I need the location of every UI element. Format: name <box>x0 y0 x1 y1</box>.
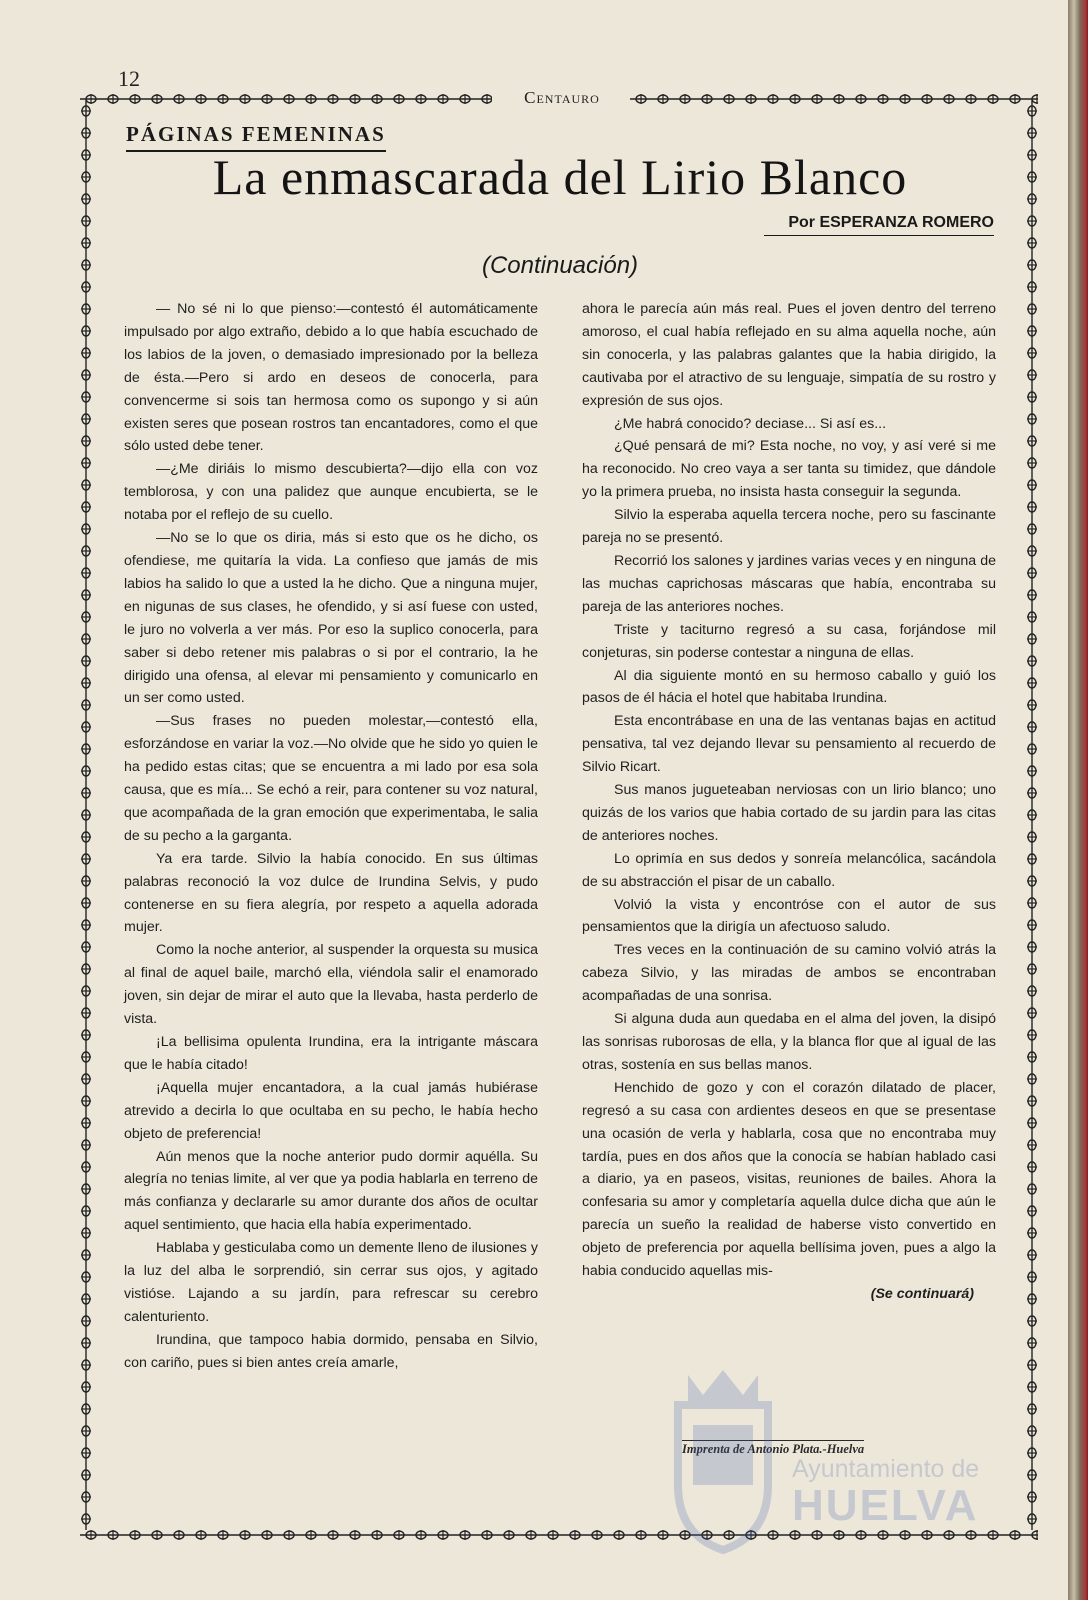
paragraph: Hablaba y gesticulaba como un demente lleno de ilusiones y la luz del alba le sorprendió, sin cerrar sus ojos, y agitado vistióse. Lajando a su jardín, para refrescar su cerebro calenturiento. <box>124 1240 538 1325</box>
paragraph: Irundina, que tampoco habia dormido, pensaba en Silvio, con cariño, pues si bien antes creía amarle, <box>124 1331 538 1371</box>
watermark <box>660 1355 1000 1575</box>
paragraph: ¡La bellisima opulenta Irundina, era la intrigante máscara que le había citado! <box>124 1034 538 1073</box>
paragraph: —No se lo que os diria, más si esto que os he dicho, os ofendiese, me quitaría la vida. La confieso que jamás de mis labios ha salido lo que a usted la he dicho. Que a ninguna mujer, en nigunas de sus clases, he ofendido, y si así fuese con usted, le juro no volverla a ver más. Por eso la suplico conocerla, para saber si debo retener mis palabras o si por el contrario, la he dirigido una ofensa, al elevar mi pensamiento y comunicarlo en un ser como usted. <box>124 530 538 707</box>
paragraph: Henchido de gozo y con el corazón dilatado de placer, regresó a su casa con ardientes deseos en que se presentase una ocasión de verla y hablarla, cosa que no encontraba muy tardía, pues en dos años que la conocía se habían hablado casi a diario, ya en paseos, visitas, reuniones de bailes. Ahora la confesaria su amor y completaría aquella dulce dicha que aún le parecía un sueño la realidad de haberse visto convertido en objeto de preferencia por aquella bellísima joven, pues a algo la habia conducido aquellas mis- <box>582 1079 996 1280</box>
paragraph: —Sus frases no pueden molestar,—contestó ella, esforzándose en variar la voz.—No olvide que he sido yo quien le ha pedido estas citas; que se encuentra a mi lado por esa sola causa, que es mía... Se echó a reir, para contener su voz natural, que acompañada de la gran emoción que experimentaba, le salia de su pecho a la garganta. <box>124 713 538 844</box>
paragraph: Triste y taciturno regresó a su casa, forjándose mil conjeturas, sin poderse contestar a ninguna de ellas. <box>582 621 996 661</box>
paragraph: Esta encontrábase en una de las ventanas bajas en actitud pensativa, tal vez dejando llevar su pensamiento al recuerdo de Silvio Ricart. <box>582 713 996 776</box>
article-title: La enmascarada del Lirio Blanco <box>212 149 908 205</box>
right-column <box>582 298 996 1306</box>
continuation-label: (Continuación) <box>481 252 639 279</box>
paragraph: ¿Me habrá conocido? deciase... Si así es... <box>614 415 887 432</box>
paragraph: —¿Me diriáis lo mismo descubierta?—dijo ella con voz temblorosa, y con una palidez que aunque encubierta, se le notaba por el reflejo de su cuello. <box>124 461 538 524</box>
paragraph: Silvio la esperaba aquella tercera noche, pero su fascinante pareja no se presentó. <box>582 507 996 547</box>
printer-imprint: Imprenta de Antonio Plata.-Huelva <box>682 1442 865 1456</box>
paragraph: — No sé ni lo que pienso:—contestó él automáticamente impulsado por algo extraño, debido a lo que había escuchado de los labios de la joven, o demasiado impresionado por la belleza de ésta.—Pero si ardo en deseos de conocerla, para convencerme si sois tan hermosa como os supongo y si aún existen seres que posean rostros tan encantadores, como el que sólo usted debe tener. <box>124 301 538 455</box>
publication-name: Centauro <box>524 88 600 107</box>
paragraph: Aún menos que la noche anterior pudo dormir aquélla. Su alegría no tenias limite, al ver que ya podia hablarla en terreno de más confianza y declararle su amor durante dos años de ocultar aquel sentimiento, que hacia ella había experimentado. <box>124 1148 538 1234</box>
watermark-line1: Ayuntamiento de <box>792 1455 980 1483</box>
paragraph: Al dia siguiente montó en su hermoso caballo y guió los pasos de él hácia el hotel que habitaba Irundina. <box>582 667 996 707</box>
city-shield-icon <box>668 1365 778 1555</box>
article-byline: Por ESPERANZA ROMERO <box>764 214 994 236</box>
paragraph: Volvió la vista y encontróse con el autor de sus pensamientos que la dirigía un afectuoso saludo. <box>582 896 996 936</box>
watermark-line2: HUELVA <box>792 1481 979 1530</box>
ornamental-border-top-right <box>630 92 1038 106</box>
to-be-continued-note: (Se continuará) <box>870 1285 974 1302</box>
section-heading: PÁGINAS FEMENINAS <box>126 122 386 152</box>
paragraph: Tres veces en la continuación de su camino volvió atrás la cabeza Silvio, y las miradas de ambos se encontraban acompañadas de una sonrisa. <box>582 942 996 1005</box>
paragraph: ahora le parecía aún más real. Pues el joven dentro del terreno amoroso, el cual había reflejado en su alma aquella noche, aún sin conocerla, y las palabras galantes que la habia dirigido, la cautivaba por el atractivo de su lenguaje, simpatía de su rostro y expresión de sus ojos. <box>582 301 996 409</box>
paragraph: ¿Qué pensará de mi? Esta noche, no voy, y así veré si me ha reconocido. No creo vaya a ser tanta su timidez, que dándole yo la primera prueba, no insista hasta conseguir la segunda. <box>582 438 996 501</box>
paragraph: Como la noche anterior, al suspender la orquesta su musica al final de aquel baile, marchó ella, viéndola salir el enamorado joven, sin dejar de mirar el auto que la llevaba, hasta perderlo de vista. <box>124 942 538 1028</box>
ornamental-border-top-left <box>80 92 492 106</box>
left-column <box>124 298 538 1375</box>
paragraph: Lo oprimía en sus dedos y sonreía melancólica, sacándola de su abstracción el pisar de un caballo. <box>582 850 996 890</box>
paragraph: Recorrió los salones y jardines varias veces y en ninguna de las muchas caprichosas máscaras que había, encontraba su pareja de las anteriores noches. <box>582 552 996 615</box>
paragraph: Ya era tarde. Silvio la había conocido. En sus últimas palabras reconoció la voz dulce de Irundina Selvis, y pudo contenerse en su fiera alegría, por respeto a aquella adorada mujer. <box>124 850 538 936</box>
paragraph: Si alguna duda aun quedaba en el alma del joven, la disipó las sonrisas ruborosas de ella, y la blanca flor que al igual de las otras, sostenía en sus bellas manos. <box>582 1011 996 1073</box>
paragraph: Sus manos jugueteaban nerviosas con un lirio blanco; uno quizás de los varios que habia cortado de su jardin para las citas de anteriores noches. <box>582 782 996 844</box>
page-number: 12 <box>118 66 140 91</box>
paragraph: ¡Aquella mujer encantadora, a la cual jamás hubiérase atrevido a decirla lo que ocultaba en su pecho, le había hecho objeto de preferencia! <box>124 1079 538 1142</box>
ornamental-border-left <box>78 100 94 1530</box>
ornamental-border-right <box>1024 100 1040 1530</box>
book-edge <box>1068 0 1088 1600</box>
